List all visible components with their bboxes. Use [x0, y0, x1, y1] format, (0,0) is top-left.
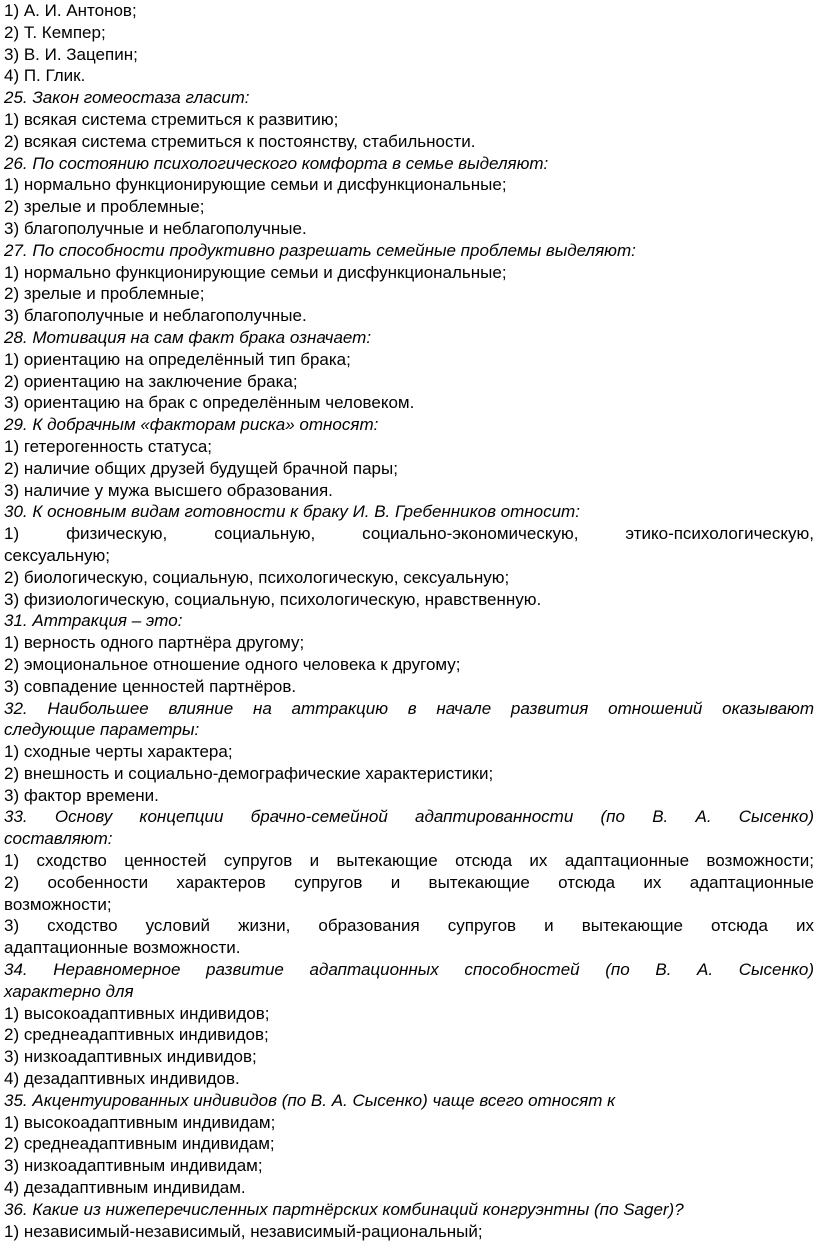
answer-31-3: 3) совпадение ценностей партнёров. — [4, 676, 297, 696]
question-35: 35. Акцентуированных индивидов (по В. А. Сысенко) чаще всего относят к — [4, 1090, 616, 1110]
answer-33-3-line-1: 3) сходство условий жизни, образования супругов и вытекающие отсюда их — [4, 916, 814, 936]
question-30: 30. К основным видам готовности к браку И. В. Гребенников относит: — [4, 502, 580, 522]
question-31: 31. Аттракция – это: — [4, 611, 183, 631]
answer-27-2: 2) зрелые и проблемные; — [4, 284, 205, 304]
question-32-line-2: следующие параметры: — [4, 720, 200, 740]
answer-30-3: 3) физиологическую, социальную, психологическую, нравственную. — [4, 589, 542, 609]
answer-35-4: 4) дезадаптивным индивидам. — [4, 1178, 246, 1198]
answer-31-2: 2) эмоциональное отношение одного человека к другому; — [4, 654, 461, 674]
answer-27-1: 1) нормально функционирующие семьи и дисфункциональные; — [4, 262, 507, 282]
answer-32-3: 3) фактор времени. — [4, 785, 159, 805]
question-33-line-1: 33. Основу концепции брачно-семейной адаптированности (по В. А. Сысенко) — [4, 807, 814, 827]
answer-prev-4: 4) П. Глик. — [4, 66, 86, 86]
answer-30-1-line-2: сексуальную; — [4, 545, 110, 565]
answer-32-1: 1) сходные черты характера; — [4, 742, 233, 762]
answer-36-1: 1) независимый-независимый, независимый-рациональный; — [4, 1221, 483, 1241]
answer-26-1: 1) нормально функционирующие семьи и дисфункциональные; — [4, 175, 507, 195]
question-26: 26. По состоянию психологического комфорта в семье выделяют: — [4, 153, 549, 173]
answer-35-2: 2) среднеадаптивным индивидам; — [4, 1134, 275, 1154]
answer-28-3: 3) ориентацию на брак с определённым человеком. — [4, 393, 415, 413]
question-32-line-1: 32. Наибольшее влияние на аттракцию в начале развития отношений оказывают — [4, 698, 814, 718]
answer-33-1: 1) сходство ценностей супругов и вытекающие отсюда их адаптационные возможности; — [4, 851, 814, 871]
answer-29-1: 1) гетерогенность статуса; — [4, 436, 213, 456]
answer-33-2-line-1: 2) особенности характеров супругов и вытекающие отсюда их адаптационные — [4, 872, 814, 892]
answer-33-3-line-2: адаптационные возможности. — [4, 938, 241, 958]
question-28: 28. Мотивация на сам факт брака означает: — [4, 327, 372, 347]
answer-29-2: 2) наличие общих друзей будущей брачной пары; — [4, 458, 398, 478]
answer-32-2: 2) внешность и социально-демографические характеристики; — [4, 763, 494, 783]
question-36: 36. Какие из нижеперечисленных партнёрских комбинаций конгруэнтны (по Sager)? — [4, 1199, 684, 1219]
answer-30-1-line-1: 1) физическую, социальную, социально-экономическую, этико-психологическую, — [4, 524, 814, 544]
answer-27-3: 3) благополучные и неблагополучные. — [4, 306, 307, 326]
answer-25-2: 2) всякая система стремиться к постоянству, стабильности. — [4, 131, 476, 151]
answer-35-3: 3) низкоадаптивным индивидам; — [4, 1156, 263, 1176]
question-33-line-2: составляют: — [4, 829, 113, 849]
answer-28-1: 1) ориентацию на определённый тип брака; — [4, 349, 351, 369]
answer-35-1: 1) высокоадаптивным индивидам; — [4, 1112, 276, 1132]
answer-34-1: 1) высокоадаптивных индивидов; — [4, 1003, 270, 1023]
answer-33-2-line-2: возможности; — [4, 894, 112, 914]
answer-25-1: 1) всякая система стремиться к развитию; — [4, 109, 339, 129]
answer-26-3: 3) благополучные и неблагополучные. — [4, 218, 307, 238]
question-34-line-1: 34. Неравномерное развитие адаптационных способностей (по В. А. Сысенко) — [4, 960, 814, 980]
answer-29-3: 3) наличие у мужа высшего образования. — [4, 480, 333, 500]
answer-34-4: 4) дезадаптивных индивидов. — [4, 1069, 240, 1089]
answer-prev-3: 3) В. И. Зацепин; — [4, 44, 138, 64]
question-34-line-2: характерно для — [4, 981, 134, 1001]
answer-28-2: 2) ориентацию на заключение брака; — [4, 371, 298, 391]
answer-34-3: 3) низкоадаптивных индивидов; — [4, 1047, 257, 1067]
question-29: 29. К добрачным «факторам риска» относят: — [4, 415, 379, 435]
answer-26-2: 2) зрелые и проблемные; — [4, 197, 205, 217]
question-27: 27. По способности продуктивно разрешать семейные проблемы выделяют: — [4, 240, 636, 260]
answer-31-1: 1) верность одного партнёра другому; — [4, 633, 305, 653]
answer-prev-2: 2) Т. Кемпер; — [4, 22, 106, 42]
question-25: 25. Закон гомеостаза гласит: — [4, 88, 250, 108]
answer-prev-1: 1) А. И. Антонов; — [4, 1, 137, 20]
answer-34-2: 2) среднеадаптивных индивидов; — [4, 1025, 269, 1045]
answer-30-2: 2) биологическую, социальную, психологическую, сексуальную; — [4, 567, 510, 587]
